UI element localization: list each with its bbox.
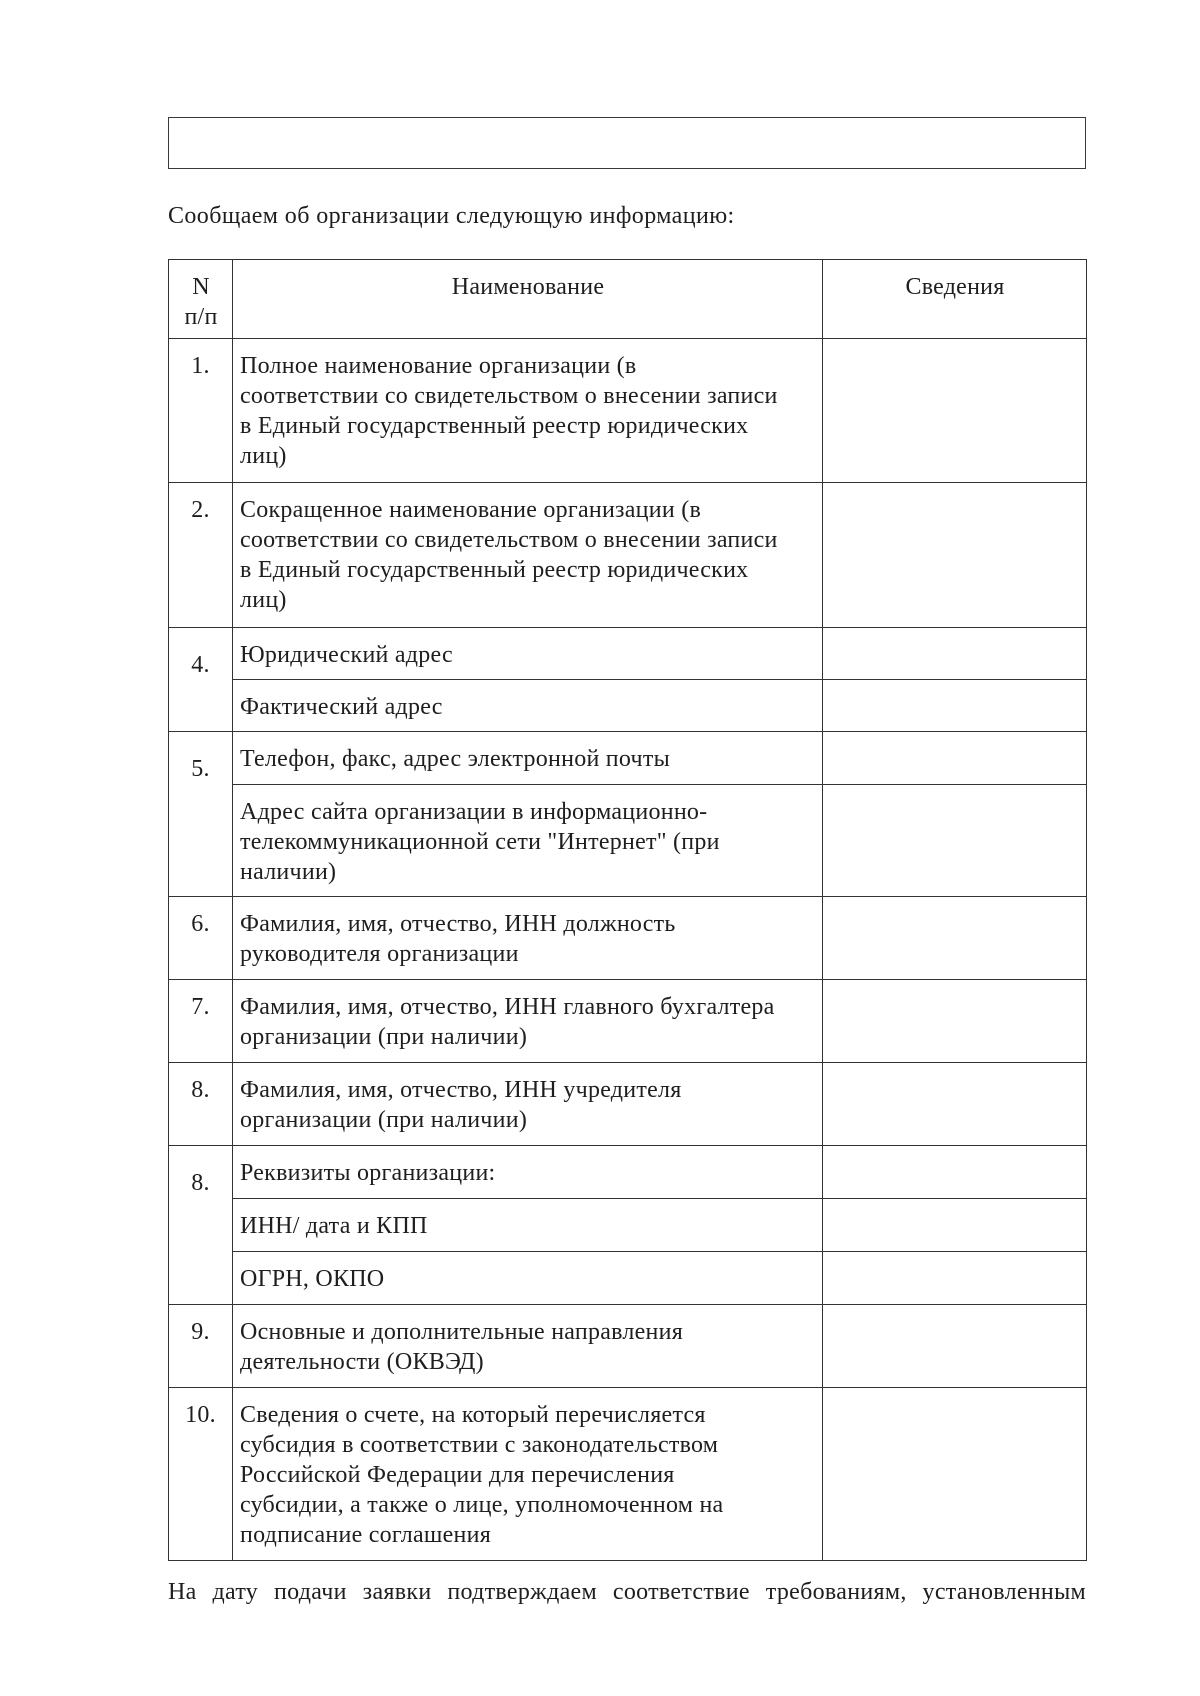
- table-row: [169, 1305, 1087, 1388]
- row-number: 7.: [169, 980, 233, 1063]
- row-name: Полное наименование организации (в соответствии со свидетельством о внесении записи в Единый государственный реестр юридических лиц): [233, 339, 823, 483]
- row-info: [823, 1305, 1087, 1388]
- intro-text: Сообщаем об организации следующую информацию:: [168, 203, 735, 229]
- row-name-ogrn-okpo: ОГРН, ОКПО: [233, 1252, 823, 1305]
- row-name-legal-address: Юридический адрес: [233, 628, 823, 680]
- row-name-inn-kpp: ИНН/ дата и КПП: [233, 1199, 823, 1252]
- table-row: [169, 628, 1087, 680]
- row-number: 10.: [169, 1388, 233, 1561]
- header-name: Наименование: [233, 260, 823, 339]
- row-info: [823, 1252, 1087, 1305]
- table-row: [169, 483, 1087, 628]
- table-row: [169, 897, 1087, 980]
- row-info: [823, 1146, 1087, 1199]
- row-info: [823, 785, 1087, 897]
- header-number-line2: п/п: [184, 304, 218, 330]
- row-name-actual-address: Фактический адрес: [233, 680, 823, 732]
- row-number: 1.: [169, 339, 233, 483]
- table-subrow: [169, 1199, 1087, 1252]
- row-info: [823, 1063, 1087, 1146]
- table-row: [169, 1063, 1087, 1146]
- row-name: Фамилия, имя, отчество, ИНН главного бухгалтера организации (при наличии): [233, 980, 823, 1063]
- footer-text: На дату подачи заявки подтверждаем соответствие требованиям, установленным: [168, 1579, 1086, 1605]
- table-row: [169, 339, 1087, 483]
- row-name: Основные и дополнительные направления деятельности (ОКВЭД): [233, 1305, 823, 1388]
- row-info: [823, 1388, 1087, 1561]
- row-name: Фамилия, имя, отчество, ИНН должность руководителя организации: [233, 897, 823, 980]
- row-info: [823, 980, 1087, 1063]
- table-header-row: [169, 260, 1087, 339]
- row-number: 5.: [169, 732, 233, 897]
- row-name: Сведения о счете, на который перечисляется субсидия в соответствии с законодательством Российской Федерации для перечисления субсидии, а также о лице, уполномоченном на подписание соглашения: [233, 1388, 823, 1561]
- empty-header-box: [168, 117, 1086, 169]
- row-info: [823, 483, 1087, 628]
- header-info: Сведения: [823, 260, 1087, 339]
- row-info: [823, 732, 1087, 785]
- row-number: 6.: [169, 897, 233, 980]
- row-number: 2.: [169, 483, 233, 628]
- header-number: [169, 260, 233, 339]
- table-row: [169, 980, 1087, 1063]
- row-name-website: Адрес сайта организации в информационно- телекоммуникационной сети "Интернет" (при наличии): [233, 785, 823, 897]
- table-subrow: [169, 785, 1087, 897]
- row-name: Сокращенное наименование организации (в соответствии со свидетельством о внесении записи в Единый государственный реестр юридических лиц): [233, 483, 823, 628]
- organization-info-table: [168, 259, 1087, 1561]
- row-number: 8.: [169, 1146, 233, 1305]
- row-number: 9.: [169, 1305, 233, 1388]
- header-number-line1: N: [192, 274, 210, 300]
- row-name-requisites: Реквизиты организации:: [233, 1146, 823, 1199]
- table-row: [169, 732, 1087, 785]
- table-row: [169, 1388, 1087, 1561]
- row-number: 8.: [169, 1063, 233, 1146]
- row-name: Фамилия, имя, отчество, ИНН учредителя организации (при наличии): [233, 1063, 823, 1146]
- row-number: 4.: [169, 628, 233, 732]
- row-name-contacts: Телефон, факс, адрес электронной почты: [233, 732, 823, 785]
- row-info: [823, 680, 1087, 732]
- row-info: [823, 1199, 1087, 1252]
- table-row: [169, 1146, 1087, 1199]
- table-subrow: [169, 1252, 1087, 1305]
- row-info: [823, 339, 1087, 483]
- row-info: [823, 628, 1087, 680]
- table-subrow: [169, 680, 1087, 732]
- row-info: [823, 897, 1087, 980]
